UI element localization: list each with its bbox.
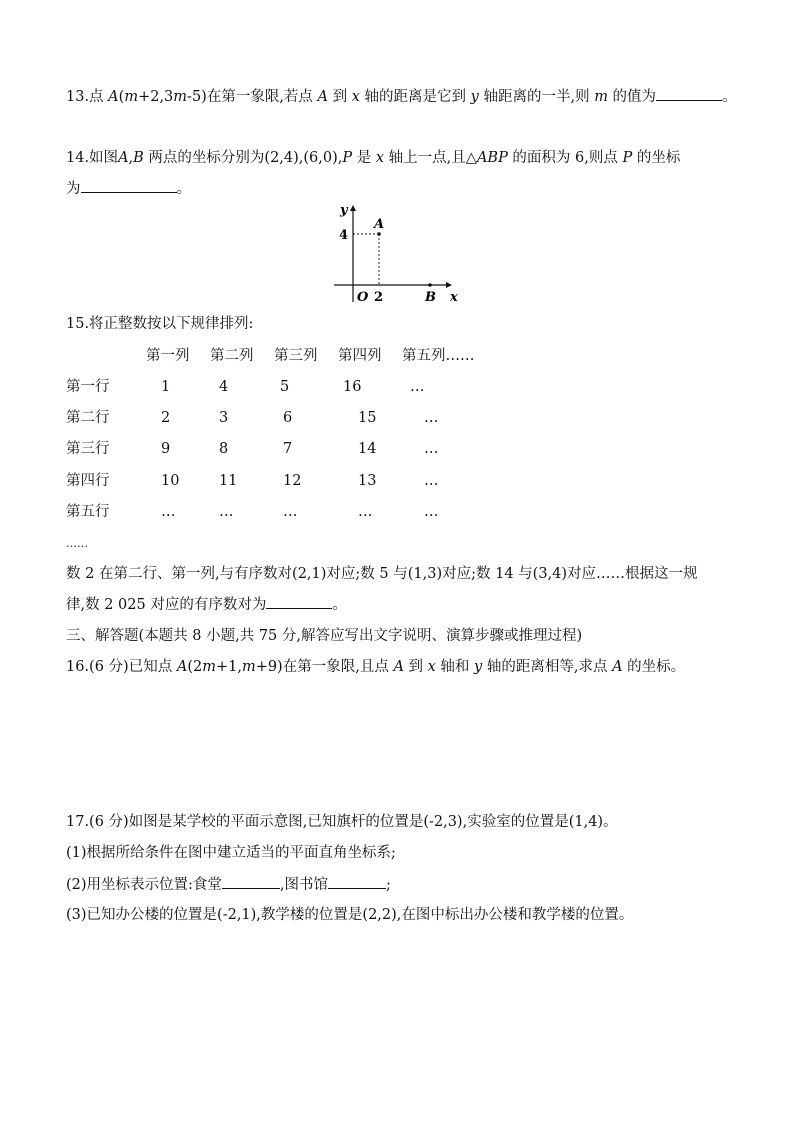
question-16: 16.(6 分)已知点 A(2m+1,m+9)在第一象限,且点 A 到 x 轴和 y 轴的距离相等,求点 A 的坐标。 <box>66 659 686 675</box>
tick-label-2: 2 <box>374 290 384 305</box>
coordinate-figure <box>330 200 465 310</box>
table-cell: … <box>358 504 373 520</box>
table-cell: 13 <box>358 473 377 489</box>
answer-blank-library[interactable] <box>328 874 386 889</box>
table-ellipsis: …… <box>66 537 88 550</box>
answer-blank[interactable] <box>656 86 722 101</box>
question-17-part-1: (1)根据所给条件在图中建立适当的平面直角坐标系; <box>66 845 396 861</box>
table-cell: … <box>219 504 234 520</box>
question-15-text-1: 数 2 在第二行、第一列,与有序数对(2,1)对应;数 5 与(1,3)对应;数 14 与(3,4)对应……根据这一规 <box>66 566 698 582</box>
point-b <box>428 283 432 287</box>
y-axis-label: y <box>340 203 348 218</box>
row-label-3: 第三行 <box>66 441 110 457</box>
point-a-label: A <box>374 217 385 232</box>
row-label-2: 第二行 <box>66 410 110 426</box>
answer-blank[interactable] <box>266 594 332 609</box>
table-cell: 16 <box>343 379 362 395</box>
table-cell: … <box>161 504 176 520</box>
question-17-line-1: 17.(6 分)如图是某学校的平面示意图,已知旗杆的位置是(-2,3),实验室的位置是(1,4)。 <box>66 814 618 830</box>
table-cell: 6 <box>283 410 293 426</box>
table-cell: … <box>424 410 439 426</box>
table-cell: … <box>283 504 298 520</box>
answer-blank[interactable] <box>81 178 177 193</box>
point-a <box>377 232 381 236</box>
table-cell: 8 <box>219 441 229 457</box>
question-17-part-2: (2)用坐标表示位置:食堂 ,图书馆 ; <box>66 874 391 895</box>
question-15-intro: 15.将正整数按以下规律排列: <box>66 316 254 332</box>
table-cell: 7 <box>283 441 293 457</box>
x-axis-arrow <box>446 282 452 288</box>
origin-label: O <box>357 290 369 305</box>
table-cell: 1 <box>161 379 171 395</box>
question-14-line-2: 为 。 <box>66 178 191 199</box>
table-cell: … <box>424 504 439 520</box>
table-cell: 3 <box>219 410 229 426</box>
tick-label-4: 4 <box>339 228 349 243</box>
col-header-1: 第一列 <box>146 348 190 364</box>
table-cell: … <box>424 441 439 457</box>
answer-blank-canteen[interactable] <box>222 874 280 889</box>
question-15-text-2: 律,数 2 025 对应的有序数对为 。 <box>66 594 347 615</box>
col-header-5: 第五列…… <box>402 348 475 364</box>
table-cell: … <box>424 473 439 489</box>
row-label-1: 第一行 <box>66 379 110 395</box>
col-header-2: 第二列 <box>210 348 254 364</box>
table-cell: 10 <box>161 473 180 489</box>
point-b-label: B <box>425 290 436 305</box>
table-cell: 2 <box>161 410 171 426</box>
row-label-4: 第四行 <box>66 473 110 489</box>
table-cell: 5 <box>280 379 290 395</box>
y-axis-arrow <box>350 205 356 211</box>
table-cell: 9 <box>161 441 171 457</box>
table-cell: … <box>410 379 425 395</box>
table-cell: 15 <box>358 410 377 426</box>
section-3-heading: 三、解答题(本题共 8 小题,共 75 分,解答应写出文字说明、演算步骤或推理过程) <box>66 628 583 644</box>
table-cell: 14 <box>358 441 377 457</box>
question-13: 13.点 A(m+2,3m-5)在第一象限,若点 A 到 x 轴的距离是它到 y 轴距离的一半,则 m 的值为 。 <box>66 86 737 107</box>
x-axis-label: x <box>450 290 458 305</box>
col-header-4: 第四列 <box>338 348 382 364</box>
table-cell: 4 <box>219 379 229 395</box>
col-header-3: 第三列 <box>274 348 318 364</box>
table-cell: 11 <box>219 473 238 489</box>
table-cell: 12 <box>283 473 302 489</box>
question-17-part-3: (3)已知办公楼的位置是(-2,1),教学楼的位置是(2,2),在图中标出办公楼和教学楼的位置。 <box>66 907 634 923</box>
question-14-line-1: 14.如图A,B 两点的坐标分别为(2,4),(6,0),P 是 x 轴上一点,且△ABP 的面积为 6,则点 P 的坐标 <box>66 150 681 166</box>
row-label-5: 第五行 <box>66 504 110 520</box>
